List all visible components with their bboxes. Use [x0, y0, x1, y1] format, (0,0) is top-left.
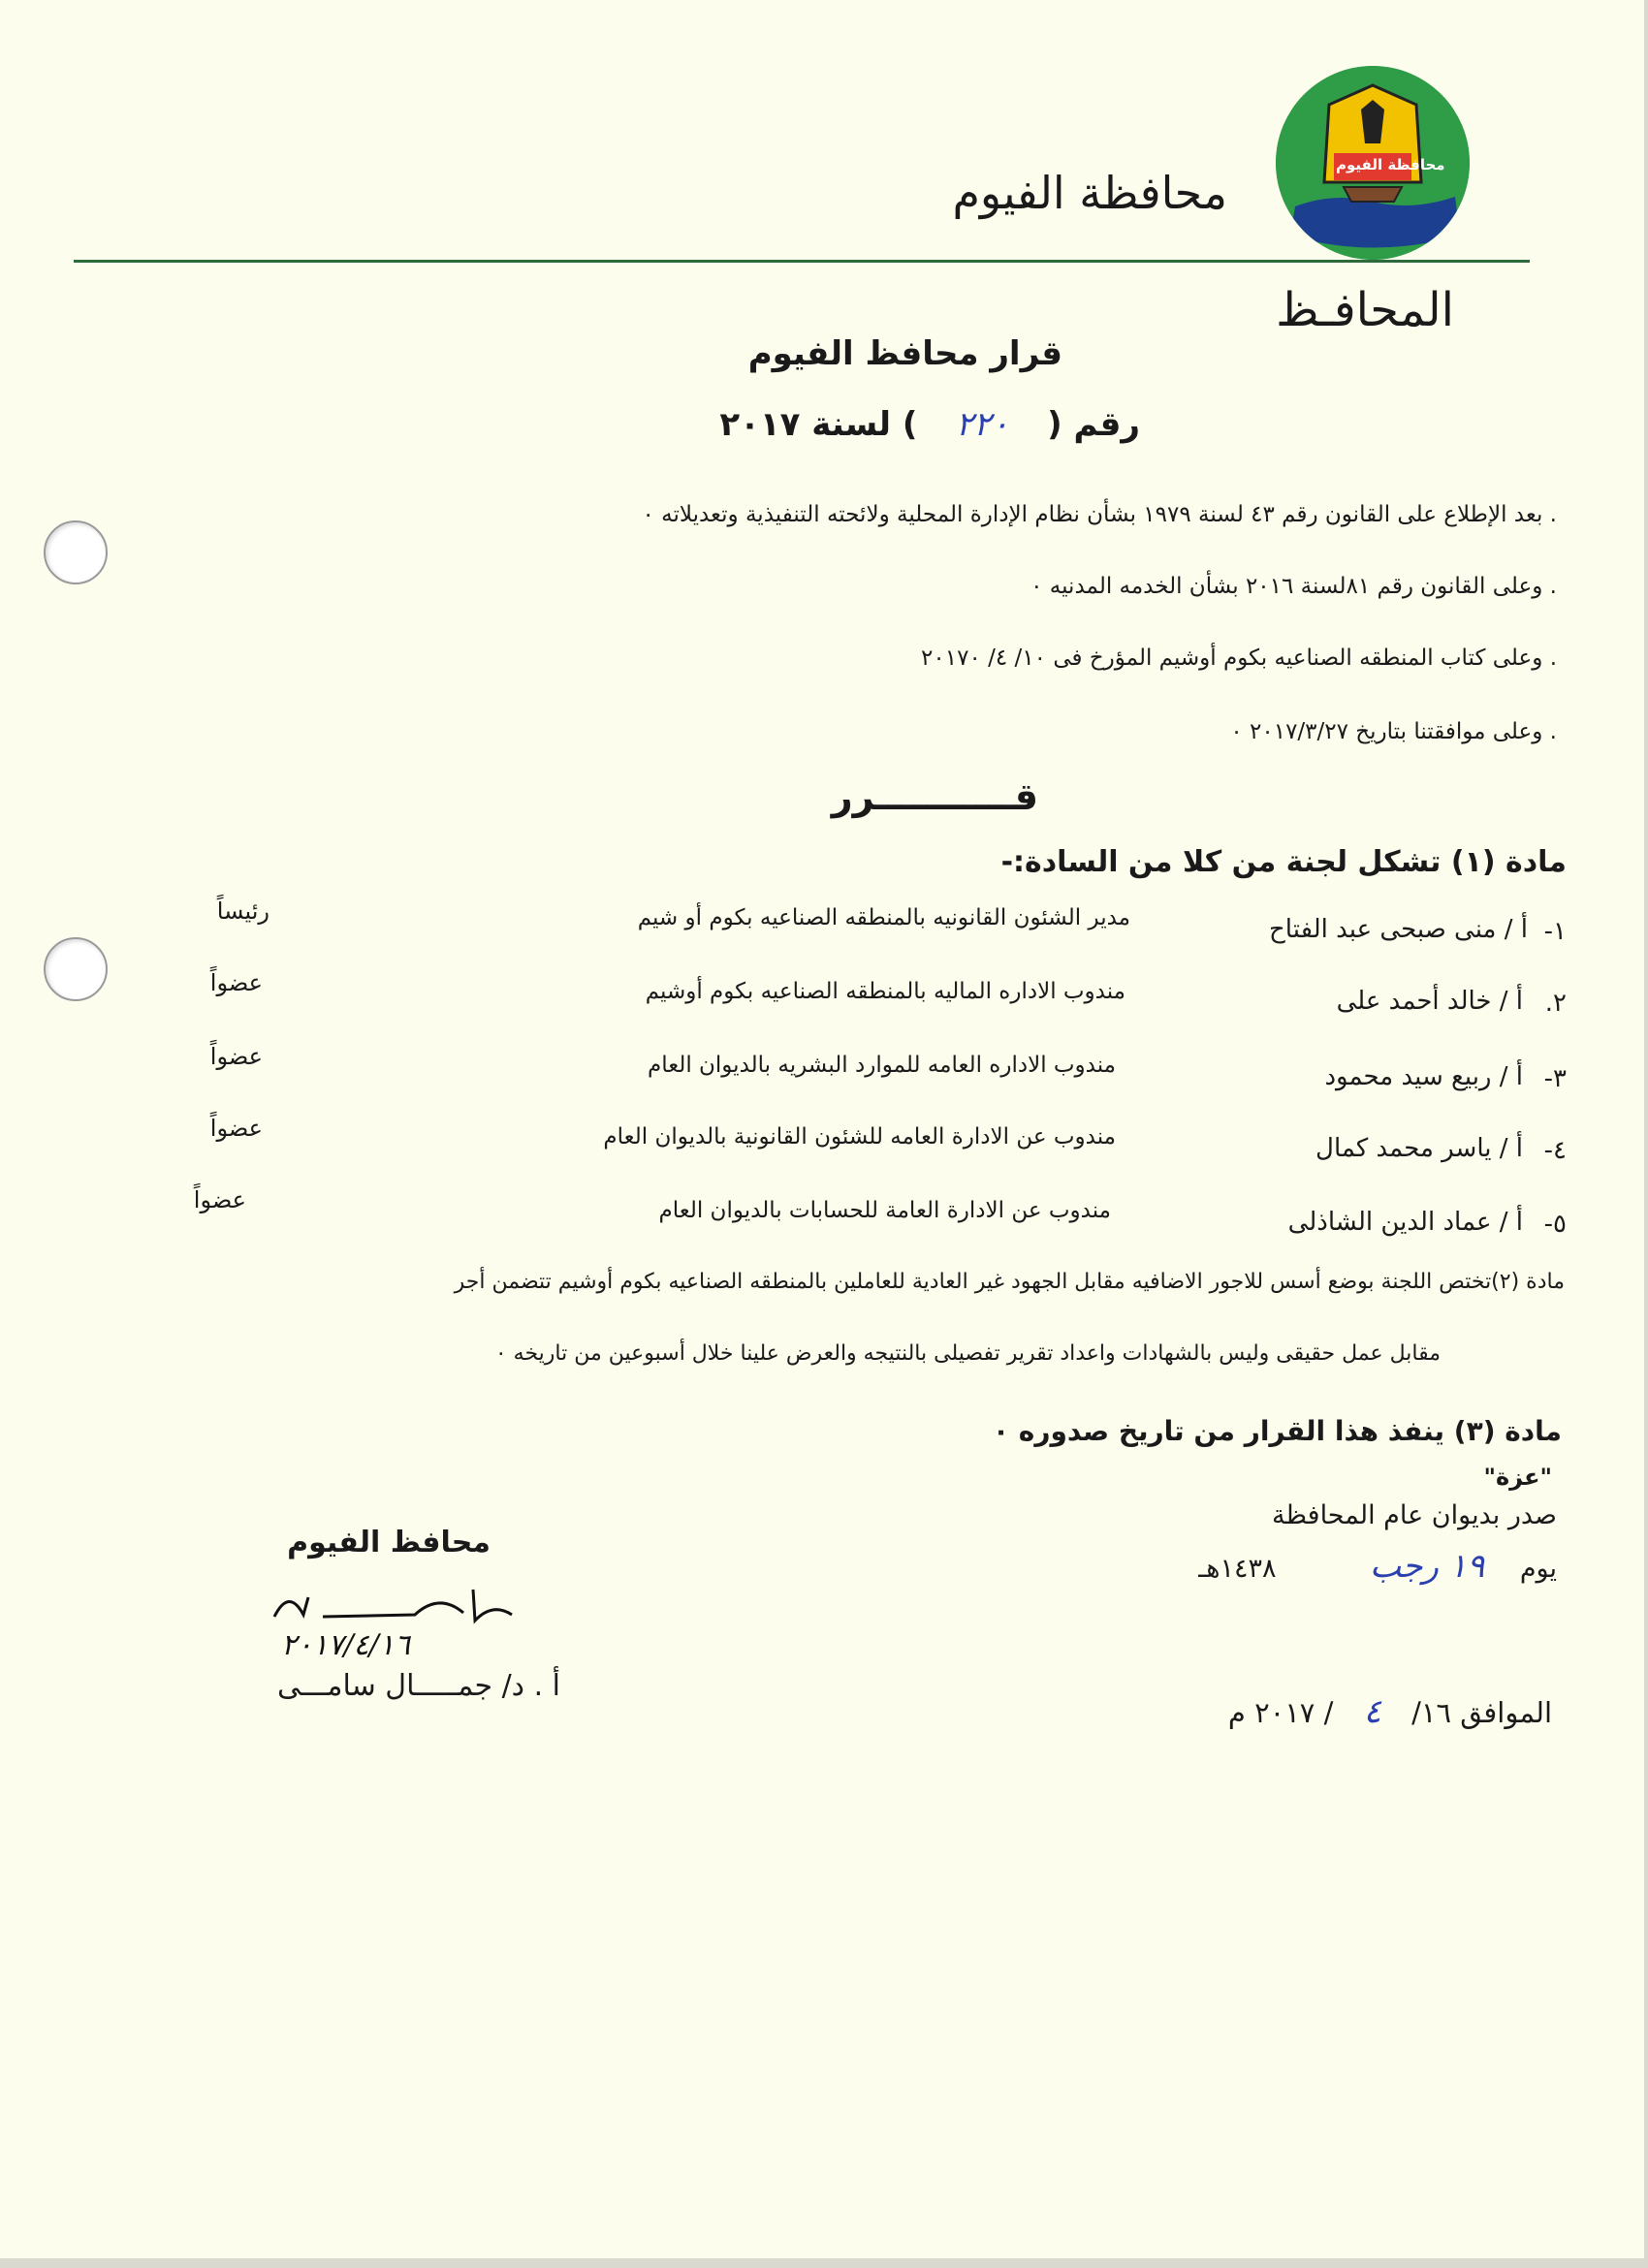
decision-number-prefix: رقم (	[1047, 405, 1140, 444]
member-name: أ / ربيع سيد محمود	[1324, 1062, 1523, 1091]
member-role: رئيساً	[216, 898, 269, 925]
governor-office-title: المحافـظ	[1276, 283, 1454, 337]
signatory-name: أ . د/ جمـــــال سامـــى	[277, 1669, 560, 1703]
issued-at: صدر بديوان عام المحافظة	[1272, 1500, 1557, 1530]
logo-text: محافظة الفيوم	[1336, 156, 1445, 173]
signature-title: محافظ الفيوم	[287, 1526, 491, 1559]
member-position: مدير الشئون القانونيه بالمنطقه الصناعيه بكوم أو شيم	[637, 905, 1130, 930]
member-role: عضواً	[209, 1115, 263, 1142]
member-number: ٣-	[1543, 1064, 1567, 1093]
preamble-line-4: . وعلى موافقتنا بتاريخ ٢٠١٧/٣/٢٧ ٠	[1230, 719, 1557, 744]
handwritten-signature	[269, 1578, 522, 1636]
member-number: ٤-	[1543, 1136, 1567, 1165]
header-divider	[74, 260, 1530, 263]
member-name: أ / ياسر محمد كمال	[1315, 1134, 1523, 1163]
member-role: عضواً	[193, 1186, 246, 1213]
member-name: أ / عماد الدين الشاذلى	[1287, 1208, 1523, 1237]
member-number: ٥-	[1543, 1210, 1567, 1239]
governorate-name: محافظة الفيوم	[952, 167, 1227, 219]
month-handwritten: ٤	[1363, 1692, 1381, 1731]
member-role: عضواً	[209, 1043, 263, 1070]
decision-title: قرار محافظ الفيوم	[747, 334, 1062, 373]
corresponding-date-line	[1228, 1692, 1552, 1731]
member-name: أ / منى صبحى عبد الفتاح	[1269, 915, 1528, 944]
decision-number-suffix: ) لسنة ٢٠١٧	[719, 405, 918, 444]
member-position: مندوب الاداره الماليه بالمنطقه الصناعيه بكوم أوشيم	[645, 979, 1125, 1004]
member-number: ٢.	[1544, 989, 1567, 1018]
preamble-line-1: . بعد الإطلاع على القانون رقم ٤٣ لسنة ١٩٧٩ بشأن نظام الإدارة المحلية ولائحته التنفيذية وتعديلاته ٠	[642, 502, 1557, 527]
member-position: مندوب الاداره العامه للموارد البشريه بالديوان العام	[647, 1053, 1116, 1078]
motto: "عزة"	[1483, 1464, 1552, 1491]
decision-number-handwritten: ٢٢٠	[955, 405, 1009, 444]
member-name: أ / خالد أحمد على	[1336, 987, 1523, 1016]
hijri-year: ١٤٣٨هـ	[1198, 1554, 1277, 1584]
day-label: يوم	[1519, 1554, 1557, 1584]
preamble-line-2: . وعلى القانون رقم ٨١لسنة ٢٠١٦ بشأن الخدمه المدنيه ٠	[1030, 574, 1557, 599]
article-3: مادة (٣) ينفذ هذا القرار من تاريخ صدوره ٠	[992, 1415, 1562, 1447]
article-2-line-1: مادة (٢)تختص اللجنة بوضع أسس للاجور الاضافيه مقابل الجهود غير العادية للعاملين بالمنطقه الصناعيه بكوم أوشيم تتضمن أجر	[454, 1270, 1565, 1294]
corresponding-label: الموافق ١٦/	[1411, 1696, 1552, 1729]
day-handwritten: ١٩ رجب	[1370, 1547, 1485, 1586]
issued-day-line	[1082, 1547, 1557, 1586]
governorate-logo	[1276, 66, 1470, 260]
member-number: ١-	[1543, 917, 1567, 946]
punch-hole-top	[44, 520, 108, 584]
punch-hole-bottom	[44, 937, 108, 1001]
preamble-line-3: . وعلى كتاب المنطقه الصناعيه بكوم أوشيم المؤرخ فى ١٠/ ٤/ ٢٠١٧٠	[921, 646, 1557, 671]
article-1-heading: مادة (١) تشكل لجنة من كلا من السادة:-	[1000, 845, 1567, 879]
decision-number-line	[719, 405, 1140, 444]
decided-heading: قـــــــــــرر	[831, 775, 1038, 818]
member-role: عضواً	[209, 969, 263, 996]
member-position: مندوب عن الادارة العامة للحسابات بالديوان العام	[658, 1198, 1111, 1223]
gregorian-year: / ٢٠١٧ م	[1227, 1696, 1334, 1729]
member-position: مندوب عن الادارة العامه للشئون القانونية بالديوان العام	[603, 1124, 1116, 1150]
article-2-line-2: مقابل عمل حقيقى وليس بالشهادات واعداد تقرير تفصيلى بالنتيجه والعرض علينا خلال أسبوعين من تاريخه ٠	[494, 1341, 1441, 1366]
signature-handwritten-date: ٢٠١٧/٤/١٦	[281, 1628, 411, 1662]
